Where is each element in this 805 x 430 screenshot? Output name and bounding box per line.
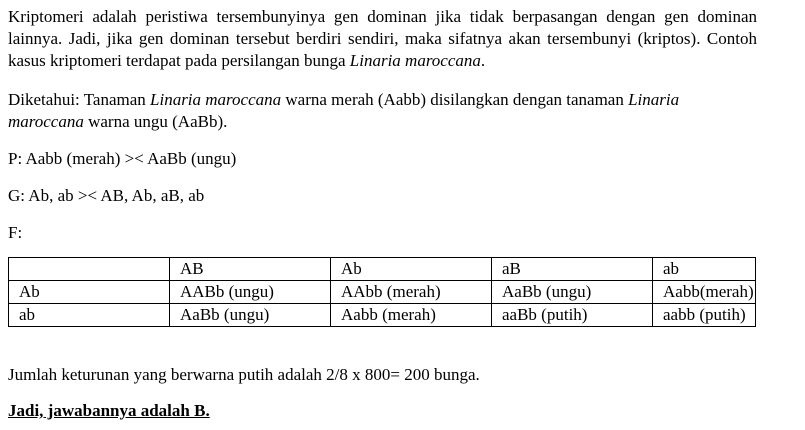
table-cell: AABb (ungu)	[170, 281, 331, 304]
table-cell: aaBb (putih)	[492, 304, 653, 327]
row-header-cell: Ab	[9, 281, 170, 304]
table-cell: AaBb (ungu)	[492, 281, 653, 304]
known-paragraph	[8, 89, 757, 133]
table-cell: aabb (putih)	[653, 304, 756, 327]
known-suffix: warna ungu (AaBb).	[83, 112, 228, 131]
known-species-1: Linaria maroccana	[150, 90, 282, 109]
table-cell: Aabb(merah)	[653, 281, 756, 304]
known-prefix: Diketahui: Tanaman	[8, 90, 151, 109]
header-cell: AB	[170, 258, 331, 281]
header-cell: Ab	[331, 258, 492, 281]
f-label: F:	[8, 223, 23, 242]
header-cell: aB	[492, 258, 653, 281]
intro-paragraph	[8, 6, 757, 72]
result-line: Jumlah keturunan yang berwarna putih adalah 2/8 x 800= 200 bunga.	[8, 365, 480, 384]
table-row	[9, 304, 756, 327]
answer-line: Jadi, jawabannya adalah B.	[8, 401, 210, 420]
known-species-2: Linaria maroccana	[8, 90, 680, 131]
parent-line: P: Aabb (merah) >< AaBb (ungu)	[8, 149, 237, 168]
table-row	[9, 281, 756, 304]
intro-end: .	[480, 51, 486, 70]
gamete-line: G: Ab, ab >< AB, Ab, aB, ab	[8, 186, 205, 205]
table-cell: Aabb (merah)	[331, 304, 492, 327]
intro-species: Linaria maroccana	[349, 51, 481, 70]
table-cell: AAbb (merah)	[331, 281, 492, 304]
row-header-cell: ab	[9, 304, 170, 327]
table-header-row	[9, 258, 756, 281]
table-cell: AaBb (ungu)	[170, 304, 331, 327]
intro-text: Kriptomeri adalah peristiwa tersembunyinya gen dominan jika tidak berpasangan dengan gen dominan lainnya. Jadi, jika gen dominan tersebut berdiri sendiri, maka sifatnya akan tersembunyi (kriptos). Contoh kasus kriptomeri terdapat pada persilangan bunga	[8, 7, 757, 70]
header-cell	[9, 258, 170, 281]
known-middle: warna merah (Aabb) disilangkan dengan tanaman	[281, 90, 629, 109]
header-cell: ab	[653, 258, 756, 281]
punnett-table	[8, 257, 756, 327]
